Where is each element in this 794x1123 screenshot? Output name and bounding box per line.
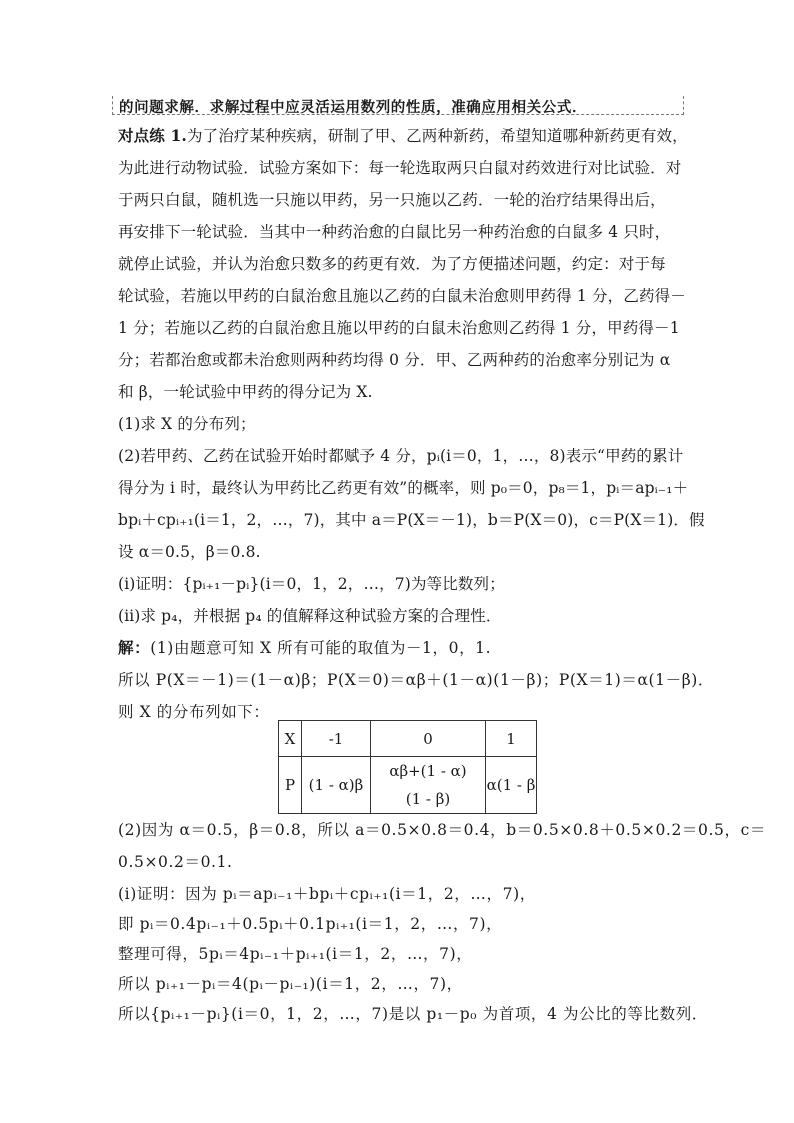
solution-line-4: (2)因为 α＝0.5，β＝0.8，所以 a＝0.5×0.8＝0.4，b＝0.5×0.8＋0.5×0.2＝0.5，c＝ xyxy=(118,821,766,839)
table-header-cell: -1 xyxy=(302,721,371,757)
problem-line-3: 于两只白鼠，随机选一只施以甲药，另一只施以乙药．一轮的治疗结果得出后， xyxy=(118,191,666,209)
table-cell: α(1 - β xyxy=(486,757,537,814)
question-2-line-1: (2)若甲药、乙药在试验开始时都赋予 4 分，pᵢ(i＝0，1，…，8)表示“甲药的累计 xyxy=(118,447,684,465)
solution-label: 解： xyxy=(118,638,151,657)
method-note-text: 的问题求解．求解过程中应灵活运用数列的性质，准确应用相关公式． xyxy=(119,99,588,116)
table-row-label: P xyxy=(279,757,302,814)
problem-line-7: 1 分；若施以乙药的白鼠治愈且施以甲药的白鼠未治愈则乙药得 1 分，甲药得－1 xyxy=(118,319,680,337)
solution-line-5: 0.5×0.2＝0.1. xyxy=(118,853,233,871)
question-1: (1)求 X 的分布列； xyxy=(118,415,256,433)
table-header-row xyxy=(279,721,537,757)
problem-line-2: 为此进行动物试验．试验方案如下：每一轮选取两只白鼠对药效进行对比试验．对 xyxy=(118,159,682,177)
question-2-part-ii: (ⅱ)求 p₄，并根据 p₄ 的值解释这种试验方案的合理性． xyxy=(118,607,502,625)
problem-line-6: 轮试验，若施以甲药的白鼠治愈且施以乙药的白鼠未治愈则甲药得 1 分，乙药得－ xyxy=(118,287,686,305)
problem-line-1: 对点练 1.为了治疗某种疾病，研制了甲、乙两种新药，希望知道哪种新药更有效， xyxy=(118,126,688,145)
solution-line-7: 即 pᵢ＝0.4pᵢ₋₁＋0.5pᵢ＋0.1pᵢ₊₁(i＝1，2，…，7)， xyxy=(118,915,503,933)
problem-line-8: 分；若都治愈或都未治愈则两种药均得 0 分．甲、乙两种药的治愈率分别记为 α xyxy=(118,351,671,369)
solution-line-10: 所以{pᵢ₊₁－pᵢ}(i＝0，1，2，…，7)是以 p₁－p₀ 为首项，4 为公比的等比数列． xyxy=(118,1005,708,1023)
table-row xyxy=(279,757,537,814)
table-cell: (1 - α)β xyxy=(302,757,371,814)
problem-line-5: 就停止试验，并认为治愈只数多的药更有效．为了方便描述问题，约定：对于每 xyxy=(118,255,666,273)
problem-line-4: 再安排下一轮试验．当其中一种药治愈的白鼠比另一种药治愈的白鼠多 4 只时， xyxy=(118,223,671,241)
table-header-x: X xyxy=(279,721,302,757)
solution-line-3: 则 X 的分布列如下： xyxy=(118,703,270,721)
problem-line-9: 和 β，一轮试验中甲药的得分记为 X. xyxy=(118,383,373,401)
question-2-part-i: (ⅰ)证明：{pᵢ₊₁－pᵢ}(i＝0，1，2，…，7)为等比数列； xyxy=(118,575,505,593)
solution-line-8: 整理可得，5pᵢ＝4pᵢ₋₁＋pᵢ₊₁(i＝1，2，…，7)， xyxy=(118,945,473,963)
solution-line-1: 解：(1)由题意可知 X 所有可能的取值为－1，0，1. xyxy=(118,638,492,657)
solution-line-2: 所以 P(X＝－1)＝(1－α)β；P(X＝0)＝αβ＋(1－α)(1－β)；P(X＝1)＝α(1－β)． xyxy=(118,671,715,689)
table-cell: αβ+(1 - α) (1 - β) xyxy=(371,757,486,814)
question-2-line-3: bpᵢ＋cpᵢ₊₁(i＝1，2，…，7)，其中 a＝P(X＝－1)，b＝P(X＝0)，c＝P(X＝1)．假 xyxy=(118,511,705,529)
table-header-cell: 1 xyxy=(486,721,537,757)
problem-label: 对点练 1. xyxy=(118,126,187,145)
question-2-line-4: 设 α＝0.5，β＝0.8. xyxy=(118,543,261,561)
distribution-table xyxy=(278,720,537,814)
question-2-line-2: 得分为 i 时，最终认为甲药比乙药更有效”的概率，则 p₀＝0，p₈＝1，pᵢ＝apᵢ₋₁＋ xyxy=(118,479,689,497)
solution-line-6: (ⅰ)证明：因为 pᵢ＝apᵢ₋₁＋bpᵢ＋cpᵢ₊₁(i＝1，2，…，7)， xyxy=(118,885,536,903)
solution-line-9: 所以 pᵢ₊₁－pᵢ＝4(pᵢ－pᵢ₋₁)(i＝1，2，…，7)， xyxy=(118,975,463,993)
table-header-cell: 0 xyxy=(371,721,486,757)
